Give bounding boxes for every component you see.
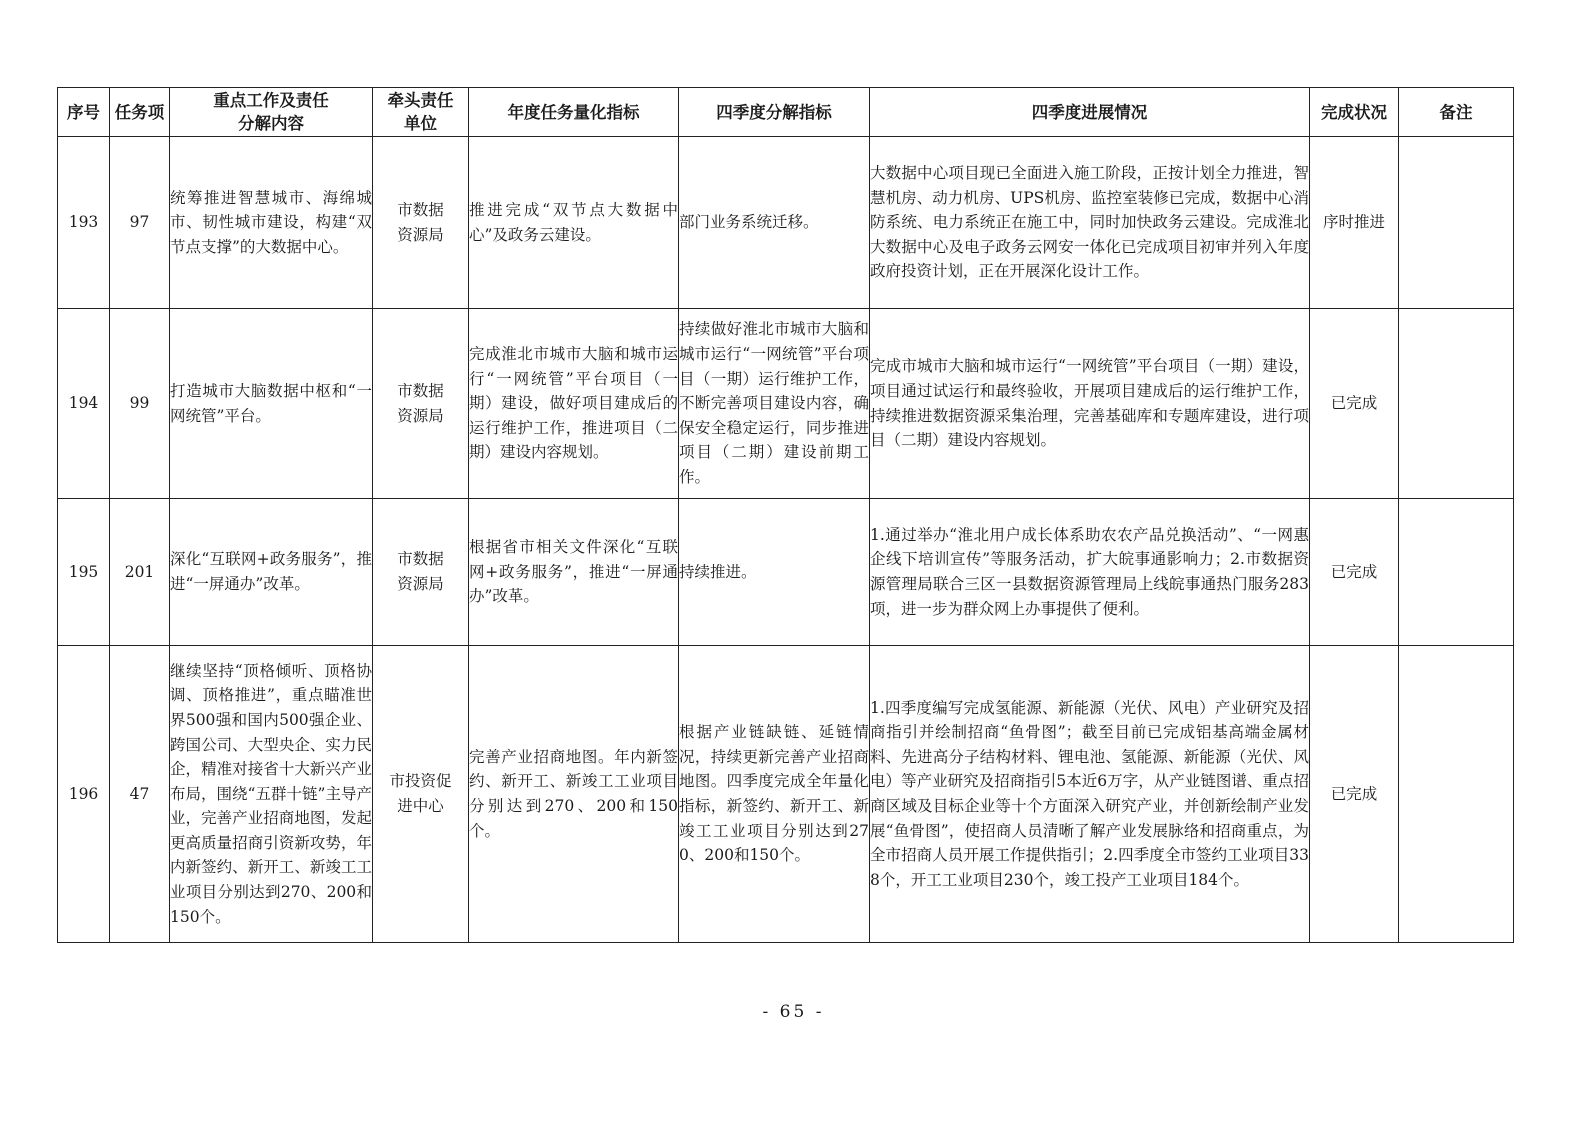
cell-status: 已完成 (1310, 499, 1399, 646)
cell-lead-unit (373, 499, 469, 646)
q4-progress-text: 大数据中心项目现已全面进入施工阶段，正按计划全力推进，智慧机房、动力机房、UPS机房、监控室装修已完成，数据中心消防系统、电力系统正在施工中，同时加快政务云建设。完成淮北大数据中心及电子政务云网安一体化已完成项目初审并列入年度政府投资计划，正在开展深化设计工作。 (870, 164, 1309, 281)
cell-key-work (170, 309, 373, 499)
cell-lead-unit (373, 646, 469, 943)
cell-remarks (1399, 499, 1514, 646)
table-header-row (58, 88, 1514, 137)
header-task-no: 任务项 (110, 88, 170, 137)
cell-lead-unit (373, 137, 469, 309)
header-key-work-text: 重点工作及责任 分解内容 (213, 91, 329, 133)
annual-target-text: 推进完成“双节点大数据中心”及政务云建设。 (469, 200, 678, 244)
cell-annual-target (469, 499, 679, 646)
cell-annual-target (469, 309, 679, 499)
cell-seq: 194 (58, 309, 110, 499)
header-lead-unit (373, 88, 469, 137)
q4-target-text: 持续推进。 (679, 562, 757, 581)
cell-key-work (170, 499, 373, 646)
cell-q4-progress (870, 309, 1310, 499)
header-key-work (170, 88, 373, 137)
page-number: - 65 - (762, 1002, 825, 1022)
q4-progress-text: 1.四季度编写完成氢能源、新能源（光伏、风电）产业研究及招商指引并绘制招商“鱼骨图”；截至目前已完成铝基高端金属材料、先进高分子结构材料、锂电池、氢能源、新能源（光伏、风电）等产业研究及招商指引5本近6万字，从产业链图谱、重点招商区域及目标企业等十个方面深入研究产业，并创新绘制产业发展“鱼骨图”，使招商人员清晰了解产业发展脉络和招商重点，为全市招商人员开展工作提供指引；2.四季度全市签约工业项目338个，开工工业项目230个，竣工投产工业项目184个。 (870, 698, 1309, 889)
table-row (58, 646, 1514, 943)
annual-target-text: 完善产业招商地图。年内新签约、新开工、新竣工工业项目分别达到270、200和150个。 (469, 747, 678, 840)
q4-target-text: 持续做好淮北市城市大脑和城市运行“一网统管”平台项目（一期）运行维护工作，不断完善项目建设内容，确保安全稳定运行，同步推进项目（二期）建设前期工作。 (679, 320, 869, 486)
cell-q4-target (679, 309, 870, 499)
lead-unit-text: 市数据 资源局 (397, 200, 444, 244)
cell-q4-target (679, 137, 870, 309)
header-status: 完成状况 (1310, 88, 1399, 137)
lead-unit-text: 市数据 资源局 (397, 381, 444, 425)
header-annual-target: 年度任务量化指标 (469, 88, 679, 137)
cell-q4-target (679, 646, 870, 943)
lead-unit-text: 市数据 资源局 (397, 550, 444, 593)
header-lead-unit-text: 牵头责任 单位 (387, 91, 454, 133)
cell-key-work (170, 646, 373, 943)
cell-status: 已完成 (1310, 646, 1399, 943)
cell-task-no: 99 (110, 309, 170, 499)
cell-q4-progress (870, 137, 1310, 309)
key-work-text: 打造城市大脑数据中枢和“一网统管”平台。 (170, 381, 372, 425)
cell-seq: 195 (58, 499, 110, 646)
cell-seq: 196 (58, 646, 110, 943)
key-work-text: 统筹推进智慧城市、海绵城市、韧性城市建设，构建“双节点支撑”的大数据中心。 (170, 188, 372, 256)
table-row (58, 137, 1514, 309)
key-work-text: 深化“互联网+政务服务”，推进“一屏通办”改革。 (170, 550, 372, 593)
header-seq: 序号 (58, 88, 110, 137)
q4-target-text: 部门业务系统迁移。 (679, 213, 819, 232)
annual-target-text: 根据省市相关文件深化“互联网+政务服务”，推进“一屏通办”改革。 (469, 538, 678, 606)
header-remarks: 备注 (1399, 88, 1514, 137)
header-q4-progress: 四季度进展情况 (870, 88, 1310, 137)
cell-annual-target (469, 646, 679, 943)
cell-seq: 193 (58, 137, 110, 309)
table-row (58, 309, 1514, 499)
annual-target-text: 完成淮北市城市大脑和城市运行“一网统管”平台项目（一期）建设，做好项目建成后的运行维护工作，推进项目（二期）建设内容规划。 (469, 345, 678, 462)
cell-status: 序时推进 (1310, 137, 1399, 309)
q4-progress-text: 完成市城市大脑和城市运行“一网统管”平台项目（一期）建设，项目通过试运行和最终验收，开展项目建成后的运行维护工作，持续推进数据资源采集治理，完善基础库和专题库建设，进行项目（二期）建设内容规划。 (870, 357, 1309, 450)
header-q4-target: 四季度分解指标 (679, 88, 870, 137)
cell-remarks (1399, 646, 1514, 943)
cell-task-no: 201 (110, 499, 170, 646)
cell-annual-target (469, 137, 679, 309)
table-row (58, 499, 1514, 646)
cell-remarks (1399, 309, 1514, 499)
cell-q4-target (679, 499, 870, 646)
cell-key-work (170, 137, 373, 309)
q4-progress-text: 1.通过举办“淮北用户成长体系助农农产品兑换活动”、“一网惠企线下培训宣传”等服务活动，扩大皖事通影响力；2.市数据资源管理局联合三区一县数据资源管理局上线皖事通热门服务283项，进一步为群众网上办事提供了便利。 (870, 525, 1309, 618)
q4-target-text: 根据产业链缺链、延链情况，持续更新完善产业招商地图。四季度完成全年量化指标，新签约、新开工、新竣工工业项目分别达到270、200和150个。 (679, 723, 869, 865)
cell-status: 已完成 (1310, 309, 1399, 499)
cell-task-no: 97 (110, 137, 170, 309)
cell-task-no: 47 (110, 646, 170, 943)
key-work-text: 继续坚持“顶格倾听、顶格协调、顶格推进”，重点瞄准世界500强和国内500强企业、跨国公司、大型央企、实力民企，精准对接省十大新兴产业布局，围绕“五群十链”主导产业，完善产业招商地图，发起更高质量招商引资新攻势，年内新签约、新开工、新竣工工业项目分别达到270、200和150个。 (170, 661, 372, 926)
cell-q4-progress (870, 499, 1310, 646)
cell-q4-progress (870, 646, 1310, 943)
cell-lead-unit (373, 309, 469, 499)
cell-remarks (1399, 137, 1514, 309)
progress-table (57, 87, 1514, 943)
lead-unit-text: 市投资促 进中心 (389, 772, 452, 815)
